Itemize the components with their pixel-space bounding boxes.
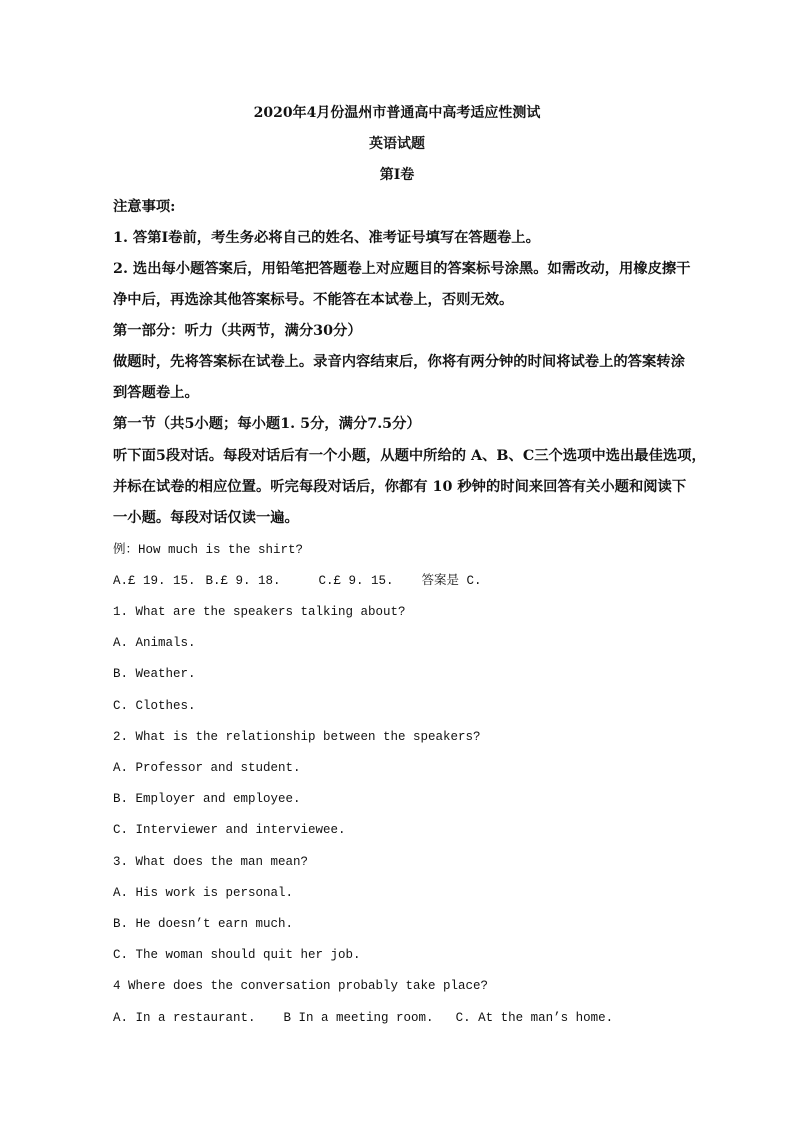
question-3-option-c: C. The woman should quit her job. (113, 948, 361, 962)
example-question: 例：How much is the shirt? (113, 543, 304, 557)
question-3-option-b: B. He doesn’t earn much. (113, 917, 294, 931)
question-4-option-b: B In a meeting room. (283, 1011, 434, 1025)
question-4-option-a: A. In a restaurant. (113, 1011, 256, 1025)
question-1-option-c: C. Clothes. (113, 699, 196, 713)
example-option-b: B.£ 9. 18. (205, 574, 281, 588)
exam-title: 2020年4月份温州市普通高中高考适应性测试 (253, 105, 541, 121)
question-2-stem: 2. What is the relationship between the speakers? (113, 730, 481, 744)
notice-item-2-line-2: 净中后，再选涂其他答案标号。不能答在本试卷上，否则无效。 (113, 292, 514, 308)
example-option-c: C.£ 9. 15. (318, 574, 394, 588)
question-1-stem: 1. What are the speakers talking about? (113, 605, 406, 619)
question-3-option-a: A. His work is personal. (113, 886, 294, 900)
example-option-a: A.£ 19. 15. (113, 574, 196, 588)
exam-volume: 第I卷 (379, 167, 415, 183)
question-2-option-b: B. Employer and employee. (113, 792, 301, 806)
question-2-option-c: C. Interviewer and interviewee. (113, 823, 346, 837)
example-answer: 答案是 C. (421, 574, 482, 588)
part1-instruction-line-2: 到答题卷上。 (113, 385, 199, 401)
notice-item-1: 1. 答第I卷前，考生务必将自己的姓名、准考证号填写在答题卷上。 (113, 230, 540, 246)
section1-instruction-line-1: 听下面5段对话。每段对话后有一个小题，从题中所给的 A、B、C三个选项中选出最佳选项， (113, 448, 706, 464)
question-2-option-a: A. Professor and student. (113, 761, 301, 775)
question-4-options (113, 1008, 685, 1028)
question-1-option-b: B. Weather. (113, 667, 196, 681)
part1-heading: 第一部分：听力（共两节，满分30分） (113, 323, 362, 339)
exam-subject: 英语试题 (369, 136, 425, 152)
question-1-option-a: A. Animals. (113, 636, 196, 650)
notice-heading: 注意事项: (113, 199, 176, 215)
part1-instruction-line-1: 做题时，先将答案标在试卷上。录音内容结束后，你将有两分钟的时间将试卷上的答案转涂 (113, 354, 685, 370)
question-4-stem: 4 Where does the conversation probably take place? (113, 979, 489, 993)
section1-instruction-line-3: 一小题。每段对话仅读一遍。 (113, 510, 299, 526)
question-3-stem: 3. What does the man mean? (113, 855, 309, 869)
example-options (113, 571, 685, 591)
section1-heading: 第一节（共5小题；每小题1. 5分，满分7.5分） (113, 416, 421, 432)
question-4-option-c: C. At the man’s home. (455, 1011, 614, 1025)
section1-instruction-line-2: 并标在试卷的相应位置。听完每段对话后，你都有 10 秒钟的时间来回答有关小题和阅读下 (113, 479, 687, 495)
notice-item-2-line-1: 2. 选出每小题答案后，用铅笔把答题卷上对应题目的答案标号涂黑。如需改动，用橡皮擦干 (113, 261, 691, 277)
